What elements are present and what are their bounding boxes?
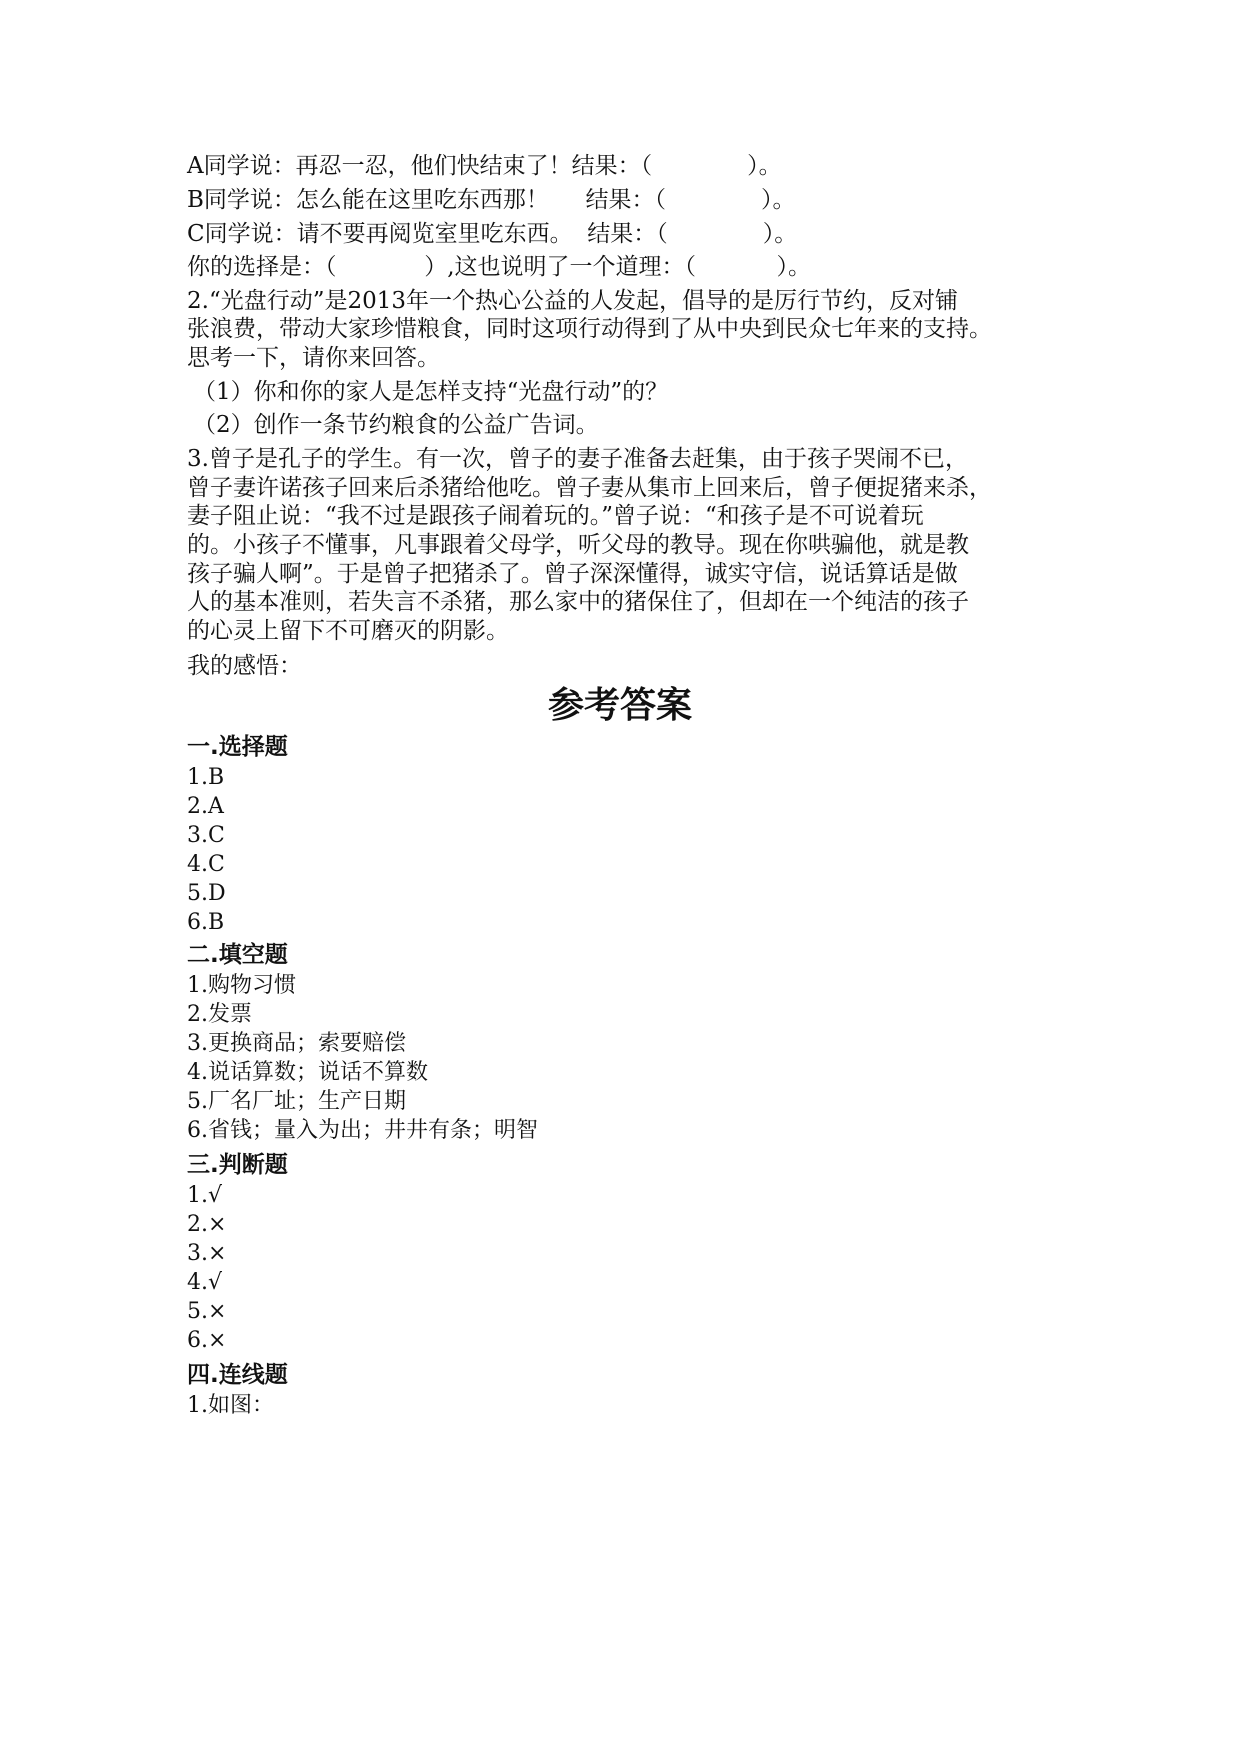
answer-item: 4.√ xyxy=(187,1270,223,1295)
section-heading-judge: 三.判断题 xyxy=(187,1152,288,1178)
question-line: 2.“光盘行动”是2013年一个热心公益的人发起，倡导的是厉行节约，反对铺 xyxy=(187,288,958,314)
answer-item: 5.× xyxy=(187,1299,227,1324)
answer-item: 4.C xyxy=(187,852,225,877)
question-line: （1）你和你的家人是怎样支持“光盘行动”的？ xyxy=(193,379,669,405)
question-line: A同学说：再忍一忍，他们快结束了！结果：（ ）。 xyxy=(187,153,782,179)
question-line: 孩子骗人啊”。于是曾子把猪杀了。曾子深深懂得，诚实守信，说话算话是做 xyxy=(187,561,958,587)
question-line: 曾子妻许诺孩子回来后杀猪给他吃。曾子妻从集市上回来后，曾子便捉猪来杀， xyxy=(187,475,992,501)
answer-item: 6.× xyxy=(187,1328,227,1353)
answer-item: 3.C xyxy=(187,823,225,848)
answer-title: 参考答案 xyxy=(547,685,692,726)
answer-item: 5.厂名厂址；生产日期 xyxy=(187,1089,406,1114)
question-line: 我的感悟： xyxy=(187,653,302,679)
answer-item: 4.说话算数；说话不算数 xyxy=(187,1060,428,1085)
question-line: （2）创作一条节约粮食的公益广告词。 xyxy=(193,412,599,438)
answer-item: 2.× xyxy=(187,1212,227,1237)
question-line: C同学说：请不要再阅览室里吃东西。 结果：（ ）。 xyxy=(187,221,798,247)
section-heading-choice: 一.选择题 xyxy=(187,734,288,760)
answer-item: 3.更换商品；索要赔偿 xyxy=(187,1031,406,1056)
question-line: B同学说：怎么能在这里吃东西那！ 结果：（ ）。 xyxy=(187,187,796,213)
question-line: 妻子阻止说：“我不过是跟孩子闹着玩的。”曾子说：“和孩子是不可说着玩 xyxy=(187,503,924,529)
answer-item: 2.发票 xyxy=(187,1002,252,1027)
answer-item: 6.B xyxy=(187,910,225,935)
question-line: 人的基本准则，若失言不杀猪，那么家中的猪保住了，但却在一个纯洁的孩子 xyxy=(187,589,969,615)
answer-item: 1.B xyxy=(187,765,225,790)
answer-item: 3.× xyxy=(187,1241,227,1266)
question-line: 的。小孩子不懂事，凡事跟着父母学，听父母的教导。现在你哄骗他，就是教 xyxy=(187,532,969,558)
answer-item: 6.省钱；量入为出；井井有条；明智 xyxy=(187,1118,538,1143)
section-heading-fill: 二.填空题 xyxy=(187,942,288,968)
section-heading-matching: 四.连线题 xyxy=(187,1362,288,1388)
question-line: 你的选择是：（ ）,这也说明了一个道理：（ ）。 xyxy=(187,254,811,280)
answer-item: 2.A xyxy=(187,794,224,819)
question-line: 思考一下，请你来回答。 xyxy=(187,345,440,371)
question-line: 3.曾子是孔子的学生。有一次，曾子的妻子准备去赶集，由于孩子哭闹不已， xyxy=(187,446,968,472)
question-line: 张浪费，带动大家珍惜粮食，同时这项行动得到了从中央到民众七年来的支持。 xyxy=(187,316,992,342)
answer-item: 1.√ xyxy=(187,1183,223,1208)
question-line: 的心灵上留下不可磨灭的阴影。 xyxy=(187,618,509,644)
answer-item: 1.如图： xyxy=(187,1393,274,1418)
answer-item: 1.购物习惯 xyxy=(187,973,296,998)
answer-item: 5.D xyxy=(187,881,226,906)
